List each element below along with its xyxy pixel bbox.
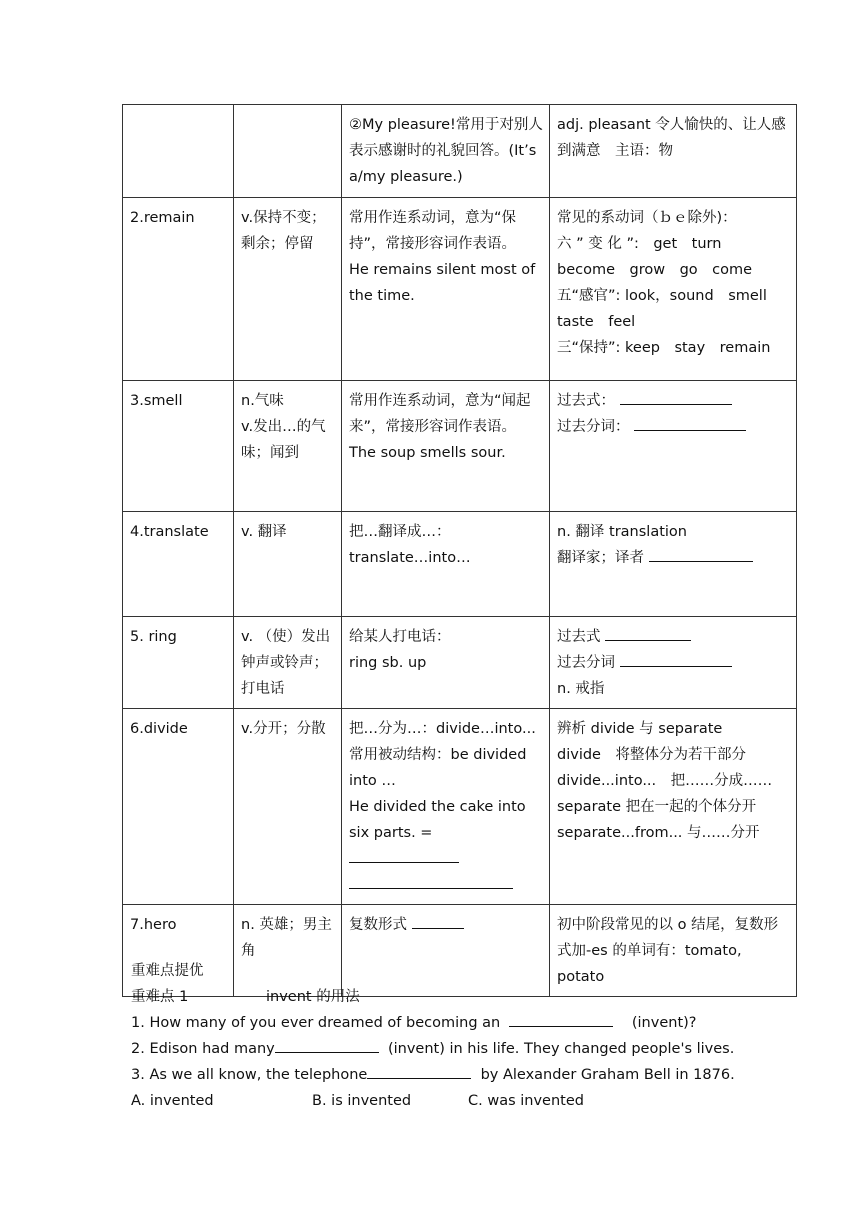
question-3-options [131, 1088, 735, 1114]
table-row [123, 512, 797, 617]
option-a[interactable]: A. invented [131, 1093, 214, 1109]
answer-blank[interactable] [349, 872, 513, 889]
notes-cell: 初中阶段常见的以 o 结尾，复数形式加-es 的单词有：tomato, potato [550, 905, 797, 997]
notes-cell: 过去式： 过去分词： [550, 381, 797, 512]
notes-cell: 过去式 过去分词 n. 戒指 [550, 617, 797, 709]
section-heading: 重难点提优 [131, 963, 204, 979]
usage-cell: ②My pleasure!常用于对别人表示感谢时的礼貌回答。(It’s a/my pleasure.) [342, 105, 550, 198]
word-cell: 5. ring [123, 617, 234, 709]
answer-blank[interactable] [634, 414, 746, 431]
answer-blank[interactable] [649, 545, 753, 562]
answer-blank[interactable] [509, 1010, 613, 1027]
point-title: 重难点 1 invent 的用法 [131, 989, 360, 1005]
usage-cell: 常用作连系动词，意为“保持”，常接形容词作表语。 He remains silent most of the time. [342, 198, 550, 381]
usage-cell: 给某人打电话： ring sb. up [342, 617, 550, 709]
answer-blank[interactable] [605, 624, 691, 641]
meaning-cell: n. 英雄；男主角 [234, 905, 342, 997]
table-row [123, 381, 797, 512]
meaning-cell: v.分开；分散 [234, 709, 342, 905]
answer-blank[interactable] [367, 1062, 471, 1079]
answer-blank[interactable] [349, 846, 459, 863]
word-cell [123, 105, 234, 198]
meaning-cell: v.保持不变；剩余；停留 [234, 198, 342, 381]
question-3: 3. As we all know, the telephone by Alexander Graham Bell in 1876. [131, 1062, 735, 1088]
question-2: 2. Edison had many (invent) in his life. They changed people's lives. [131, 1036, 735, 1062]
usage-cell: 把…翻译成…： translate…into… [342, 512, 550, 617]
word-cell: 2.remain [123, 198, 234, 381]
table-row [123, 105, 797, 198]
word-cell: 4.translate [123, 512, 234, 617]
answer-blank[interactable] [412, 912, 464, 929]
meaning-cell [234, 105, 342, 198]
vocabulary-table [122, 104, 797, 997]
answer-blank[interactable] [620, 388, 732, 405]
meaning-cell: n.气味 v.发出…的气味；闻到 [234, 381, 342, 512]
notes-cell: n. 翻译 translation 翻译家；译者 [550, 512, 797, 617]
usage-cell: 常用作连系动词，意为“闻起来”，常接形容词作表语。 The soup smells sour. [342, 381, 550, 512]
notes-cell: 辨析 divide 与 separate divide 将整体分为若干部分 divide...into... 把……分成…… separate 把在一起的个体分开 separate...from... 与……分开 [550, 709, 797, 905]
table-row [123, 198, 797, 381]
notes-cell: adj. pleasant 令人愉快的、让人感到满意 主语：物 [550, 105, 797, 198]
word-cell: 6.divide [123, 709, 234, 905]
option-c[interactable]: C. was invented [468, 1093, 584, 1109]
option-b[interactable]: B. is invented [312, 1093, 412, 1109]
key-points-section [131, 958, 735, 1114]
usage-cell: 复数形式 [342, 905, 550, 997]
usage-cell: 把…分为…：divide…into... 常用被动结构：be divided into … He divided the cake into six parts. = [342, 709, 550, 905]
answer-blank[interactable] [275, 1036, 379, 1053]
meaning-cell: v. （使）发出钟声或铃声；打电话 [234, 617, 342, 709]
answer-blank[interactable] [620, 650, 732, 667]
table-row [123, 617, 797, 709]
word-cell: 7.hero [123, 905, 234, 997]
table-row [123, 709, 797, 905]
word-cell: 3.smell [123, 381, 234, 512]
notes-cell: 常见的系动词（ｂｅ除外)： 六 ” 变 化 ”: get turn become grow go come 五“感官”: look，sound smell taste feel 三“保持”: keep stay remain [550, 198, 797, 381]
question-1: 1. How many of you ever dreamed of becoming an (invent)? [131, 1010, 735, 1036]
meaning-cell: v. 翻译 [234, 512, 342, 617]
